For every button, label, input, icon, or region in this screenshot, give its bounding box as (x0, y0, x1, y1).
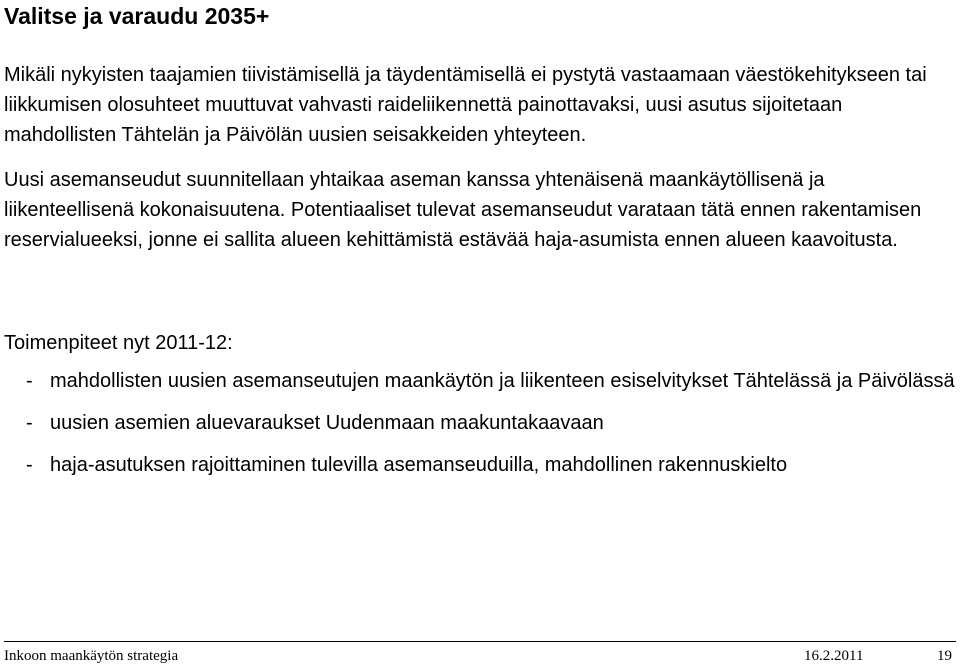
list-bullet-dash: - (26, 412, 33, 434)
list-item (4, 366, 956, 396)
footer-divider (4, 641, 956, 642)
list-bullet-dash: - (26, 370, 33, 392)
list-item-text: mahdollisten uusien asemanseutujen maankäytön ja liikenteen esiselvitykset Tähtelässä ja Päivölässä (50, 370, 955, 392)
footer-page-number: 19 (937, 648, 952, 664)
paragraph-station-areas: Uusi asemanseudut suunnitellaan yhtaikaa aseman kanssa yhtenäisenä maankäytöllisenä ja liikenteellisenä kokonaisuutena. Potentiaaliset tulevat asemanseudut varataan tätä ennen rakentamisen reservialueeksi, jonne ei sallita alueen kehittämistä estävää haja-asumista ennen alueen kaavoitusta. (4, 169, 922, 251)
list-bullet-dash: - (26, 454, 33, 476)
measures-list (4, 366, 956, 492)
footer-document-title: Inkoon maankäytön strategia (4, 648, 179, 664)
page-footer (4, 646, 952, 666)
list-item-text: uusien asemien aluevaraukset Uudenmaan maakuntakaavaan (50, 412, 604, 434)
list-item-text: haja-asutuksen rajoittaminen tulevilla asemanseuduilla, mahdollinen rakennuskielto (50, 454, 788, 476)
list-item (4, 450, 956, 480)
list-item (4, 408, 956, 438)
page-title: Valitse ja varaudu 2035+ (4, 3, 270, 29)
paragraph-intro: Mikäli nykyisten taajamien tiivistämisellä ja täydentämisellä ei pystytä vastaamaan väestökehitykseen tai liikkumisen olosuhteet muuttuvat vahvasti raideliikennettä painottavaksi, uusi asutus sijoitetaan mahdollisten Tähtelän ja Päivölän uusien seisakkeiden yhteyteen. (4, 64, 927, 146)
footer-date: 16.2.2011 (804, 648, 864, 664)
measures-heading: Toimenpiteet nyt 2011-12: (4, 332, 233, 354)
